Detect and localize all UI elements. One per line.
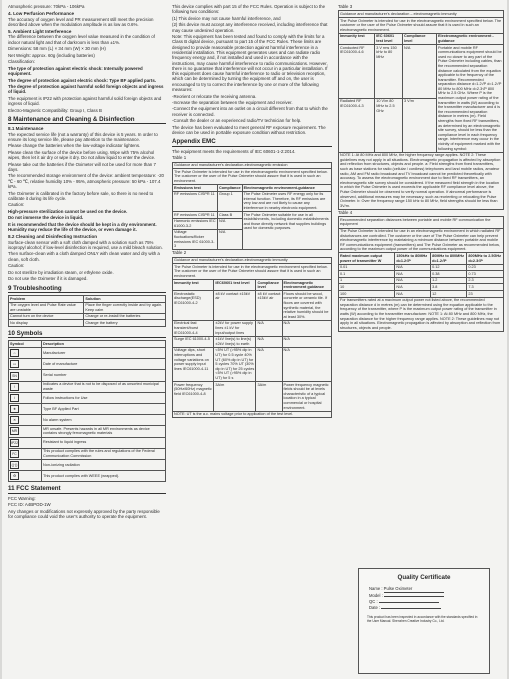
warning-icon: ! [10,383,19,391]
maintenance-item: Please clean the surface of the device before using. Wipe with 75% alcohol wipes, then let it air dry or wipe it dry. Do not allow liquid to enter the device. [8,149,156,161]
certificate-name-row: Name : Pulse Oximeter [369,586,489,593]
table-row: Cannot turn on the device Change or re-install the batteries [9,313,166,320]
caution-item: It is recommended that the device should be kept in a dry environment. Humidity may reduce the life of the device, or even damage it. [8,221,157,233]
table-header: Problem [9,296,84,303]
table-notes: NOTE 1: At 80 MHz and 800 MHz, the higher frequency range applies. NOTE 2: These guidelines may not apply in all situations. Electromagnetic propagation is affected by absorption and reflection from structures, objects and people. a: Field strengths from fixed transmitters, such as base stations for radio (cellular / cordless) telephones and land mobile radios, amateur radio, AM and FM radio broadcast and TV broadcast cannot be predicted theoretically with accuracy. To assess the electromagnetic environment due to fixed RF transmitters, an electromagnetic site survey should be considered. If the measured field strength in the location in which the Pulse Oximeter is used exceeds the applicable RF compliance level above, the Pulse Oximeter should be observed to verify normal operation. If abnormal performance is observed, additional measures may be necessary, such as reorienting or relocating the Pulse Oximeter. b: Over the frequency range 150 kHz to 80 MHz, field strengths should be less than 3V/m. [339,152,504,209]
table-row [9,381,166,392]
table-intro: The Pulse Oximeter is intended for use in the electromagnetic environment specified below. The customer or the user of the Pulse Oximeter should assure that it is used in such an environment. [173,264,332,280]
classification-heading: Classification: [8,59,36,65]
table-title: Recommended separation distances between portable and mobile RF communication the equipment [339,217,504,228]
heading-low-perfusion: 4. Low Perfusion Performance [8,11,75,17]
symbol-description: This product complies with WEEE (wrapped). [42,471,166,482]
caution-item: Do not sterilize by irradiation steam, or ethylene oxide. [8,269,114,275]
table-row: 10 N/A 3.8 7.3 [339,284,504,291]
certificate-qc-row: QC : [369,599,489,605]
fcc-id: FCC ID: A4BPOD-1W [8,502,51,508]
maintenance-item: Please change the batteries when the low-voltage indicator lightens. [8,143,141,149]
table-intro: The Pulse Oximeter is intended for use in the electromagnetic environment specified below. The customer or the user of the Pulse Oximeter should assure that it is used in such an electromagnetic environment. [339,18,504,34]
fcc-note: Note: This equipment has been tested and found to comply with the limits for a Class B digital device, pursuant to part 15 of the FCC Rules. These limits are designed to provide reasonable protection against harmful interference in a residential installation. This equipment generates uses and can radiate radio frequency energy and, if not installed and used in accordance with the instructions, may cause harmful interference to radio communications. However, there is no guarantee that interference will not occur in a particular installation. If this equipment does cause harmful interference to radio or television reception, which can be determined by turning the equipment off and on, the user is encouraged to try to correct the interference by one or more of the following measures: [172,34,328,93]
heading-8-1: 8.1 Maintenance [8,126,44,132]
fcc-warning: FCC Warning: [8,495,36,501]
bf-icon: ★ [10,405,19,413]
table-header: Symbol [9,341,42,348]
column-3 [338,4,504,332]
emc-table-2: Guidance and manufacturer's declaration-electromagnetic immunity The Pulse Oximeter is intended for use in the electromagnetic environment specified below. The customer or the user of the Pulse Oximeter should assure that it is used in such an environment. Immunity test IEC60601 test level Compliance level Electromagnetic environment guidance Electrostatic discharge(ESD) IEC61000-4-2 ±8 kV contact ±15kV air ±8 kV contact ±15kV air Floors should be wood, concrete or ceramic tile. If floors are covered with synthetic material, the relative humidity should be at least 30%. Electrical fast transient/burst IEC61000-4-4 ±2kV for power supply lines ±1 kV for input/output lines N/A N/A Surge IEC 61000-4-5 ±1kV line(s) to line(s) ±2kV line(s) to earth N/A N/A Voltage dips, short interruptions and voltage variations on power supply input lines IEC61000-4-11 <5% UT (>95% dip in UT) for 0.5 cycle 40% UT (60% dip in UT) for 5 cycles 70% UT (30% dip in UT) for 25 cycles <5% UT (>95% dip in UT) for 5 s N/A N/A Power frequency (50Hz/60Hz) magnetic field IEC61000-4-8 3A/m 3A/m Power frequency magnetic fields should be at levels characteristic of a typical location in a typical commercial or hospital environment. NOTE: UT is the a.c. mains voltage prior to application of the test level. [172,257,332,418]
caution-label: Caution: [8,202,25,208]
fcc-measure: -Connect the equipment into an outlet on a circuit different from that to which the receiver is connected. [172,106,328,117]
table-title: Guidance and manufacturer's declaration-electromagnetic emission [173,162,332,169]
maintenance-item: The Oximeter is calibrated in the factory before sale, so there is no need to calibrate it during its life cycle. [8,190,154,201]
maintenance-intro: The expected service life (not a warranty) of this device is 5 years. In order to ensure its long service life, please pay attention to the maintenance. [8,131,158,142]
section-10-heading: 10 Symbols [8,330,166,339]
caution-label: Caution: [8,263,25,269]
fcc-intro: This device complies with part 15 of the FCC Rules. Operation is subject to the following two conditions: [172,4,326,15]
table-row [9,437,166,448]
table-intro: The Pulse Oximeter is intended for use in the electromagnetic environment specified below. The customer or the user of the Pulse Oximeter should assure that it is used in such an environment. [173,169,332,185]
symbol-description: No alarm system [42,415,166,426]
classification-3: The degree of protection against harmful solid foreign objects and ingress of liquid. [8,83,164,95]
table-row [9,459,166,470]
table-label: Table 2 [172,250,187,256]
ip22-icon: IP22 [11,440,18,445]
non-ionizing-icon: ((·)) [11,463,18,468]
fcc-icon: FC [10,450,19,458]
dimensions: Dimensions: 58 mm (L) × 34 mm (W) × 30 mm (H) [8,46,106,52]
table-label: Table 1 [172,155,187,161]
weee-icon: ♻ [10,472,19,480]
table-label: Table 3 [338,4,353,9]
table-label: Table 4 [338,209,353,215]
table-header: Description [42,341,166,348]
table-row [9,348,166,359]
cleaning-item: Surface-clean sensor with a soft cloth damped with a solution such as 75% isopropyl alcohol; if low-level disinfection is required, use a mild bleach solution. [8,239,163,250]
emc-table-4: Recommended separation distances between portable and mobile RF communication the equipment The Pulse Oximeter is intended for use in an electromagnetic environment in which radiated RF disturbances are controlled. The customer or the user of The Pulse Oximeter can help prevent electromagnetic interference by maintaining a minimum distance between portable and mobile RF communications equipment (transmitters) and The Pulse Oximeter as recommended below, according to the maximum output power of the communications equipment. Rated maximum output power of transmitter W 150kHz to 80MHz d=1.2√P 80MHz to 800MHz d=1.2√P 800MHz to 2.5GHz d=2.3√P 0.01 N/A 0.12 0.23 0.1 N/A 0.38 0.73 1 N/A 1.2 2.3 10 N/A 3.8 7.3 100 N/A 12 23 For transmitters rated at a maximum output power not listed above, the recommended separation distance d in metres (m) can be determined using the equation applicable to the frequency of the transmitter, where P is the maximum output power rating of the transmitter in watts (W) according to the transmitter manufacturer. NOTE 1: At 80 MHz and 800 MHz, the separation distance for the higher frequency range applies. NOTE 2: These guidelines may not apply in all situations. Electromagnetic propagation is affected by absorption and reflection from structures, objects and people. [338,216,504,331]
emc-table-1: Guidance and manufacturer's declaration-electromagnetic emission The Pulse Oximeter is intended for use in the electromagnetic environment specified below. The customer or the user of the Pulse Oximeter should assure that it is used in such an environment. Emissions test Compliance Electromagnetic environment-guidance RF emissions CISPR 11 Group 1 The Pulse Oximeter uses RF energy only for its internal function. Therefore, its RF emissions are very low and are not likely to cause any interference in nearby electronic equipment. RF emissions CISPR 11 Class B The Pulse Oximeter suitable for use in all establishments, including domestic establishments and those directly network that supplies buildings used for domestic purposes. Harmonic emissions IEC 61000-3-2 N/A Voltage fluctuations/flicker emissions IEC 61000-3-3 N/A [172,162,332,251]
symbol-description: Follow instructions for Use [42,392,166,403]
symbol-description: Non-ionizing radiation [42,459,166,470]
table-header: Solution [84,296,166,303]
table-row: RF emissions CISPR 11 Class B The Pulse Oximeter suitable for use in all establishments, including domestic establishments and those directly network that supplies buildings used for domestic purposes. [173,212,332,219]
table-row [9,471,166,482]
symbol-description: Resistant to liquid ingress [42,437,166,448]
table-row [9,404,166,415]
certificate-date-row: Date : [369,605,489,611]
symbol-description: Type BF Applied Part [42,404,166,415]
table-title: Guidance and manufacturer's declaration – electromagnetic immunity [339,11,504,18]
table-row: Voltage dips, short interruptions and voltage variations on power supply input lines IEC61000-4-11 <5% UT (>95% dip in UT) for 0.5 cycle 40% UT (60% dip in UT) for 5 cycles 70% UT (30% dip in UT) for 25 cycles <5% UT (>95% dip in UT) for 5 s N/A N/A [173,347,332,381]
table-row: 100 N/A 12 23 [339,291,504,298]
table-row: No display Change the battery [9,320,166,327]
heading-ambient-light: 5. Ambient Light Interference [8,29,72,35]
table-row [9,370,166,381]
troubleshooting-table [8,295,166,327]
manual-page [2,0,507,679]
table-row [9,392,166,403]
rf-exposure-text: The device has been evaluated to meet general RF exposure requirement. The device can be used in portable exposure condition without restriction. [172,124,326,136]
table-notes: For transmitters rated at a maximum output power not listed above, the recommended separation distance d in metres (m) can be determined using the equation applicable to the frequency of the transmitter, where P is the maximum output power rating of the transmitter in watts (W) according to the transmitter manufacturer. NOTE 1: At 80 MHz and 800 MHz, the separation distance for the higher frequency range applies. NOTE 2: These guidelines may not apply in all situations. Electromagnetic propagation is affected by absorption and reflection from structures, objects and people. [339,297,504,331]
section-11-heading: 11 FCC Statement [8,485,166,494]
symbol-description: MR unsafe. Presents hazards in all MR environments as device contains strongly ferromagnetic materials [42,426,166,437]
table-intro: The Pulse Oximeter is intended for use in an electromagnetic environment in which radiated RF disturbances are controlled. The customer or the user of The Pulse Oximeter can help prevent electromagnetic interference by maintaining a minimum distance between portable and mobile RF communications equipment (transmitters) and The Pulse Oximeter as recommended below, according to the maximum output power of the communications equipment. [339,228,504,253]
manual-icon: i [10,394,19,402]
table-note: NOTE: UT is the a.c. mains voltage prior to application of the test level. [173,411,332,418]
table-guidance: Portable and mobile RF communications equipment should be used no closer to any part of the Pulse Oximeter including cables, than the recommended separation distance calculated from the equation applicable to the frequency of the transmitter. Recommended separation distance d=1.2√P d=1.2√P 80 MHz to 800 MHz d=2.3√P 800 MHz to 2.5 GHz. Where P is the maximum output power rating of the transmitter in watts (W) according to the transmitter manufacturer and d is the recommended separation distance in metres (m). Field strengths from fixed RF transmitters, as determined by an electromagnetic site survey, should be less than the compliance level in each frequency range. Interference may occur in the vicinity of equipment marked with the following symbol: [438,45,502,151]
fcc-measure: -Reorient or relocate the receiving antenna. [172,93,257,99]
fcc-condition: (1) This device may not cause harmful interference, and [172,15,281,21]
classification-5: Electro-Magnetic Compatibility: Group I, Class B [8,107,102,113]
symbol-description: Indicates a device that is not to be disposed of as unsorted municipal waste [42,381,166,392]
symbol-description: This product complies with the rules and regulations of the Federal Communication Commission [42,448,166,459]
sn-icon: SN [10,372,19,380]
classification-4: The equipment is IP22 with protection against harmful solid foreign objects and ingress of liquid. [8,95,162,107]
quality-certificate [358,568,490,674]
column-2 [172,4,332,418]
table-row: Conducted RF IEC61000-4-6 3 V rms 150 kHz to 80 MHz N/A Portable and mobile RF communications equipment should be used no closer to any part of the Pulse Oximeter including cables, than the recommended separation distance calculated from the equation applicable to the frequency of the transmitter. Recommended separation distance d=1.2√P d=1.2√P 80 MHz to 800 MHz d=2.3√P 800 MHz to 2.5 GHz. Where P is the maximum output power rating of the transmitter in watts (W) according to the transmitter manufacturer and d is the recommended separation distance in metres (m). Field strengths from fixed RF transmitters, as determined by an electromagnetic site survey, should be less than the compliance level in each frequency range. Interference may occur in the vicinity of equipment marked with the following symbol: [340,45,502,151]
fcc-measure: -Consult the dealer or an experienced radio/TV technician for help. [172,118,302,124]
caution-item: Do not immerse the device in liquid. [8,215,84,221]
caution-item: High-pressure sterilization cannot be used on the device. [8,208,128,214]
symbols-table [8,340,166,482]
table-row: RF emissions CISPR 11 Group 1 The Pulse Oximeter uses RF energy only for its internal function. Therefore, its RF emissions are very low and are not likely to cause any interference in nearby electronic equipment. [173,191,332,211]
table-row: Surge IEC 61000-4-5 ±1kV line(s) to line(s) ±2kV line(s) to earth N/A N/A [173,336,332,347]
table-row: Harmonic emissions IEC 61000-3-2 N/A [173,218,332,229]
symbol-description: Serial number [42,370,166,381]
certificate-model-row: Model : [369,593,489,599]
low-perfusion-text: The accuracy of oxygen level and PR measurement still meet the precision described above when the modulation amplitude is as low as 0.6%. [8,16,154,27]
cleaning-item: Then surface-clean with a cloth damped ONLY with clean water and dry with a clean, soft cloth. [8,251,160,262]
table-row [9,448,166,459]
appendix-intro: The equipment meets the requirements of IEC 60601-1-2:2014. [172,148,296,154]
table-row [9,415,166,426]
classification-1: The type of protection against electric shock: Internally powered equipment. [8,65,143,77]
maintenance-item: The recommended storage environment of the device: ambient temperature: -20 ℃ - 60 ℃, relative humidity 10% - 95%, atmospheric pressure: 50 kPa - 107.4 kPa. [8,173,164,190]
table-row: 0.01 N/A 0.12 0.23 [339,264,504,271]
table-row [9,426,166,437]
net-weight: Net Weight: approx. 60g (including batteries) [8,52,95,58]
table-row: 0.1 N/A 0.38 0.73 [339,271,504,278]
fcc-condition: (2) this device must accept any interference received, including interference that may cause undesired operation. [172,22,328,33]
mr-unsafe-icon: MR [11,429,18,434]
heading-8-2: 8.2 Cleaning and Disinfecting Instruction [8,234,98,240]
symbol-description: Manufacturer [42,348,166,359]
table-row: Electrostatic discharge(ESD) IEC61000-4-2 ±8 kV contact ±15kV air ±8 kV contact ±15kV air Floors should be wood, concrete or ceramic tile. If floors are covered with synthetic material, the relative humidity should be at least 30%. [173,291,332,321]
table-row: Voltage fluctuations/flicker emissions IEC 61000-3-3 N/A [173,229,332,249]
no-alarm-icon: ✕ [10,416,19,424]
classification-2: The degree of protection against electric shock: Type BF applied parts. [8,77,157,83]
fcc-text: Any changes or modifications not expressly approved by the party responsible for compliance could void the user's authority to operate the equipment. [8,508,160,520]
ambient-light-text: The difference between the oxygen level value measured in the condition of indoor natural light and that of darkroom is less than ±1%. [8,34,155,45]
section-9-heading: 9 Troubleshooting [8,285,166,294]
table-row: 1 N/A 1.2 2.3 [339,277,504,284]
symbol-description: Date of manufacture [42,359,166,370]
factory-icon: ⌂ [10,349,19,357]
date-icon: ▭ [10,360,19,368]
certificate-footer: This product has been inspected in accordance with the standards specified in the User Manual. Shenzhen Creative Industry Co., Ltd. [367,615,478,623]
table-row: Electrical fast transient/burst IEC61000-4-4 ±2kV for power supply lines ±1 kV for input/output lines N/A N/A [173,320,332,336]
atmospheric-pressure: Atmospheric pressure: 70kPa - 106kPa [8,4,85,9]
maintenance-item: Please take out the batteries if the Oximeter will not be used for more than 7 days. [8,161,156,172]
table-row: Radiated RF IEC61000-4-3 10 V/m 80 MHz to 2.5 GHz 3 V/m [339,98,504,152]
section-8-heading: 8 Maintenance and Cleaning & Disinfection [8,116,166,125]
table-row [9,359,166,370]
table-row: The oxygen level and Pulse Rate value are unstable Place the finger correctly inside and try again. Keep calm [9,302,166,313]
appendix-heading: Appendix EMC [172,138,332,147]
emc-table-3: Guidance and manufacturer's declaration – electromagnetic immunity The Pulse Oximeter is intended for use in the electromagnetic environment specified below. The customer or the user of the Pulse Oximeter should assure that it is used in such an electromagnetic environment. Immunity test IEC 60601 test level Compliance level Electromagnetic environment - guidance Conducted RF IEC61000-4-6 3 V rms 150 kHz to 80 MHz N/A Portable and mobile RF communications equipment should be used no closer to any part of the Pulse Oximeter including cables, than the recommended separation distance calculated from the equation applicable to the frequency of the transmitter. Recommended separation distance d=1.2√P d=1.2√P 80 MHz to 800 MHz d=2.3√P 800 MHz to 2.5 GHz. Where P is the maximum output power rating of the transmitter in watts (W) according to the transmitter manufacturer and d is the recommended separation distance in metres (m). Field strengths from fixed RF transmitters, as determined by an electromagnetic site survey, should be less than the compliance level in each frequency range. Interference may occur in the vicinity of equipment marked with the following symbol: Radiated RF IEC61000-4-3 10 V/m 80 MHz to 2.5 GHz 3 V/m NOTE 1: At 80 MHz and 800 MHz, the higher frequency range applies. NOTE 2: These guidelines may not apply in all situations. Electromagnetic propagation is affected by absorption and reflection from structures, objects and people. a: Field strengths from fixed transmitters, such as base stations for radio (cellular / cordless) telephones and land mobile radios, amateur radio, AM and FM radio broadcast and TV broadcast cannot be predicted theoretically with accuracy. To assess the electromagnetic environment due to fixed RF transmitters, an electromagnetic site survey should be considered. If the measured field strength in the location in which the Pulse Oximeter is used exceeds the applicable RF compliance level above, the Pulse Oximeter should be observed to verify normal operation. If abnormal performance is observed, additional measures may be necessary, such as reorienting or relocating the Pulse Oximeter. b: Over the frequency range 150 kHz to 80 MHz, field strengths should be less than 3V/m. [340,11,502,208]
fcc-measure: -Increase the separation between the equipment and receiver. [172,99,293,105]
caution-item: Do not use the Oximeter if it is damaged. [8,276,88,282]
certificate-name-value: Pulse Oximeter [384,586,444,593]
column-1 [8,4,166,521]
table-row: Power frequency (50Hz/60Hz) magnetic field IEC61000-4-8 3A/m 3A/m Power frequency magnetic fields should be at levels characteristic of a typical location in a typical commercial or hospital environment. [173,382,332,412]
table-title: Guidance and manufacturer's declaration-electromagnetic immunity [173,257,332,264]
certificate-title: Quality Certificate [397,574,451,581]
